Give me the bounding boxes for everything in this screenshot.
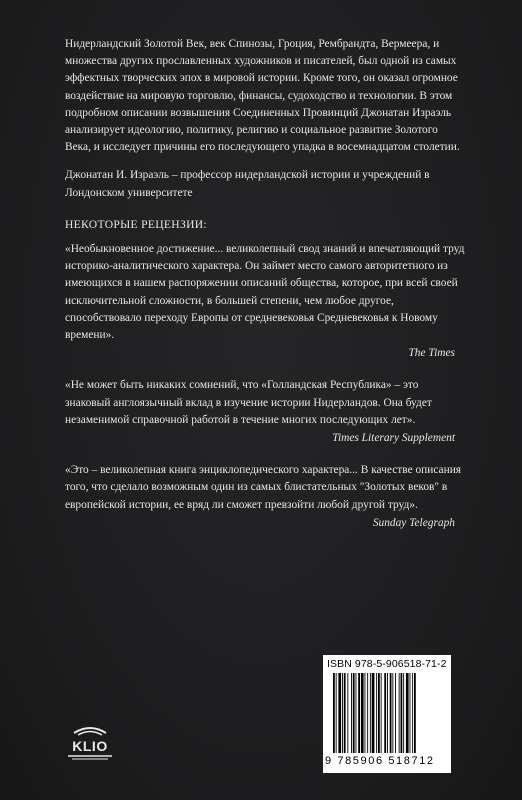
review-source: Sunday Telegraph bbox=[372, 516, 455, 529]
author-bio: Джонатан И. Израэль – профессор нидерландской истории и учреждений в Лондонском университете bbox=[65, 169, 430, 199]
reviews-heading: НЕКОТОРЫЕ РЕЦЕНЗИИ: bbox=[65, 217, 207, 231]
review-text: «Не может быть никаких сомнений, что «Голландская Республика» – это знаковый англоязычный вклад в изучение истории Нидерландов. Она будет незаменимой справочной работой в течение многих последующих лет». bbox=[65, 379, 432, 426]
review-source: Times Literary Supplement bbox=[332, 432, 455, 445]
cover-text-block bbox=[65, 36, 465, 547]
isbn-label: ISBN 978-5-906518-71-2 bbox=[327, 658, 447, 670]
barcode-digits: 9 785906 518712 bbox=[325, 755, 435, 767]
review-source: The Times bbox=[408, 347, 455, 360]
barcode-bars-icon bbox=[333, 673, 443, 753]
isbn-barcode bbox=[323, 655, 451, 773]
publisher-name: KLIO bbox=[72, 738, 108, 754]
klio-logo bbox=[64, 723, 116, 767]
review-text: «Это – великолепная книга энциклопедического характера... В качестве описания того, что сделало возможным один из самых блистательных "Золотых веков" в европейской истории, ее вряд ли сможет превзойти любой другой труд». bbox=[65, 464, 462, 511]
review-item bbox=[65, 462, 465, 532]
review-item bbox=[65, 377, 465, 447]
review-text: «Необыкновенное достижение... великолепный свод знаний и впечатляющий труд историко-аналитического характера. Он займет место самого авторитетного из имеющихся в нашем распоряжении описаний общества, которое, при всей своей исключительной сложности, в большей степени, чем любое другое, способствовало переходу Европы от средневековья Средневековья к Новому времени». bbox=[65, 243, 465, 342]
book-description: Нидерландский Золотой Век, век Спинозы, Гроция, Рембрандта, Вермеера, и множества других прославленных художников и писателей, был одной из самых эффектных творческих эпох в мировой истории. Кроме того, он оказал огромное воздействие на мировую торговлю, финансы, судоходство и технологии. В этом подробном описании возвышения Соединенных Провинций Джонатан Израэль анализирует идеологию, политику, религию и социальное развитие Золотого Века, и исследует причины его последующего упадка в восемнадцатом столетии. bbox=[65, 38, 460, 154]
review-item bbox=[65, 241, 465, 362]
